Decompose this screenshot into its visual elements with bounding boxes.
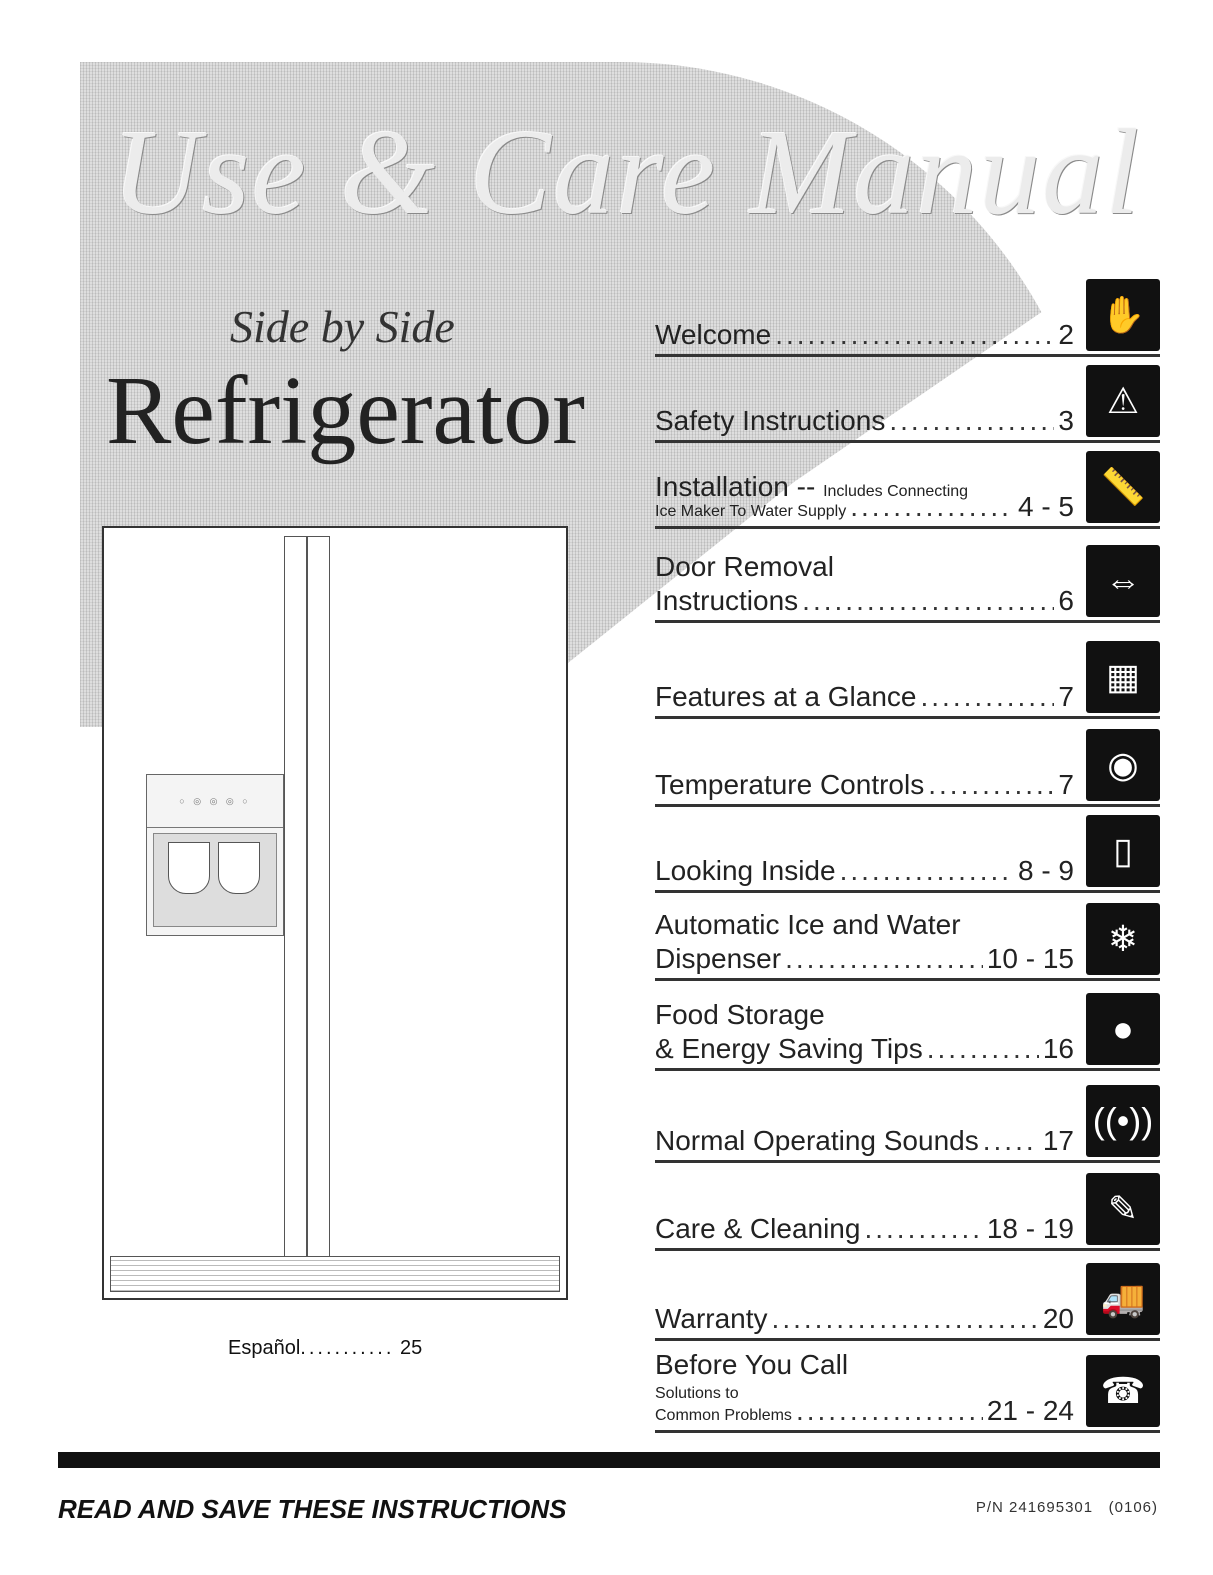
handshake-icon: ✋: [1086, 279, 1160, 351]
footer-notice: READ AND SAVE THESE INSTRUCTIONS: [58, 1494, 567, 1524]
dispenser-bay: [153, 833, 277, 927]
fridge-icon: ▯: [1086, 815, 1160, 887]
footer-part-number: [976, 1499, 1158, 1516]
toc-installation[interactable]: [655, 446, 1160, 529]
toc-page: 7: [1058, 769, 1074, 800]
toc-page: 16: [1042, 1033, 1074, 1064]
arrows-icon: ⇔: [1086, 545, 1160, 617]
toc-page: 2: [1058, 319, 1074, 350]
toc-page: 21 - 24: [986, 1395, 1074, 1426]
toc-title: Welcome: [655, 319, 772, 350]
toc-care-cleaning[interactable]: [655, 1164, 1160, 1251]
toc-title: Temperature Controls: [655, 769, 925, 800]
toc-page: 20: [1042, 1303, 1074, 1334]
ruler-icon: 📏: [1086, 451, 1160, 523]
toc-page: 3: [1058, 405, 1074, 436]
toc-title: Before You Call: [655, 1349, 849, 1380]
spanish-section-link[interactable]: Español........... 25: [228, 1337, 423, 1359]
product-subtitle: Side by Side: [230, 301, 455, 352]
manual-title: Use & Care Manual: [112, 105, 1142, 240]
toc-subtitle: Solutions to: [655, 1385, 739, 1402]
toc-temperature[interactable]: [655, 720, 1160, 807]
toe-grille: [110, 1256, 560, 1292]
toc-title: Looking Inside: [655, 855, 836, 886]
toc-title: Features at a Glance: [655, 681, 917, 712]
toc-title: Care & Cleaning: [655, 1213, 861, 1244]
toc-page: 4 - 5: [1017, 491, 1074, 522]
toc-dispenser[interactable]: [655, 896, 1160, 981]
refrigerator-illustration: [102, 526, 568, 1300]
toc-welcome[interactable]: [655, 262, 1160, 357]
toc-title: Door Removal: [655, 551, 834, 582]
dispenser-buttons: ○ ◎ ◎ ◎ ○: [147, 775, 283, 828]
toc-warranty[interactable]: [655, 1252, 1160, 1341]
toc-title: Normal Operating Sounds: [655, 1125, 979, 1156]
date-code: (0106): [1108, 1499, 1158, 1516]
toc-title-line2: & Energy Saving Tips: [655, 1033, 923, 1064]
cleaning-icon: ✎: [1086, 1173, 1160, 1245]
dispenser-illustration: [146, 774, 284, 936]
footer-divider: [58, 1452, 1160, 1468]
toc-door-removal[interactable]: [655, 530, 1160, 623]
toc-title: Warranty: [655, 1303, 768, 1334]
part-number: P/N 241695301: [975, 1499, 1094, 1516]
toc-title: Safety Instructions: [655, 405, 886, 436]
truck-icon: 🚚: [1086, 1263, 1160, 1335]
toc-safety[interactable]: [655, 360, 1160, 443]
dial-icon: ◉: [1086, 729, 1160, 801]
product-name: Refrigerator: [106, 357, 585, 465]
toc-page: 6: [1058, 585, 1074, 616]
ice-icon: ❄: [1086, 903, 1160, 975]
toc-title: Installation --: [655, 471, 816, 502]
toc-page: 7: [1058, 681, 1074, 712]
toc-page: 8 - 9: [1017, 855, 1074, 886]
toc-subtitle: Ice Maker To Water Supply: [655, 503, 847, 520]
spanish-page: 25: [399, 1337, 423, 1359]
toc-page: 17: [1042, 1125, 1074, 1156]
toc-title-line2: Instructions: [655, 585, 799, 616]
ice-paddle: [168, 842, 210, 894]
apple-icon: ●: [1086, 993, 1160, 1065]
sound-icon: ((•)): [1086, 1085, 1160, 1157]
toc-subtitle-line2: Common Problems: [655, 1407, 792, 1424]
toc-title: Automatic Ice and Water: [655, 909, 961, 940]
toc-title-small: Includes Connecting: [823, 483, 969, 500]
toc-sounds[interactable]: [655, 1076, 1160, 1163]
toc-looking-inside[interactable]: [655, 808, 1160, 893]
toc-title-line2: Dispenser: [655, 943, 782, 974]
toc-food-storage[interactable]: [655, 984, 1160, 1071]
toc-page: 18 - 19: [986, 1213, 1074, 1244]
door-gap-left: [284, 536, 308, 1258]
toc-before-you-call[interactable]: [655, 1344, 1160, 1433]
spanish-label: Español: [228, 1337, 301, 1359]
toc-page: 10 - 15: [986, 943, 1074, 974]
door-gap-right: [306, 536, 330, 1258]
toc-features[interactable]: [655, 624, 1160, 719]
phone-icon: ☎: [1086, 1355, 1160, 1427]
toc-title: Food Storage: [655, 999, 825, 1030]
flowchart-icon: ▦: [1086, 641, 1160, 713]
water-paddle: [218, 842, 260, 894]
warning-icon: ⚠: [1086, 365, 1160, 437]
